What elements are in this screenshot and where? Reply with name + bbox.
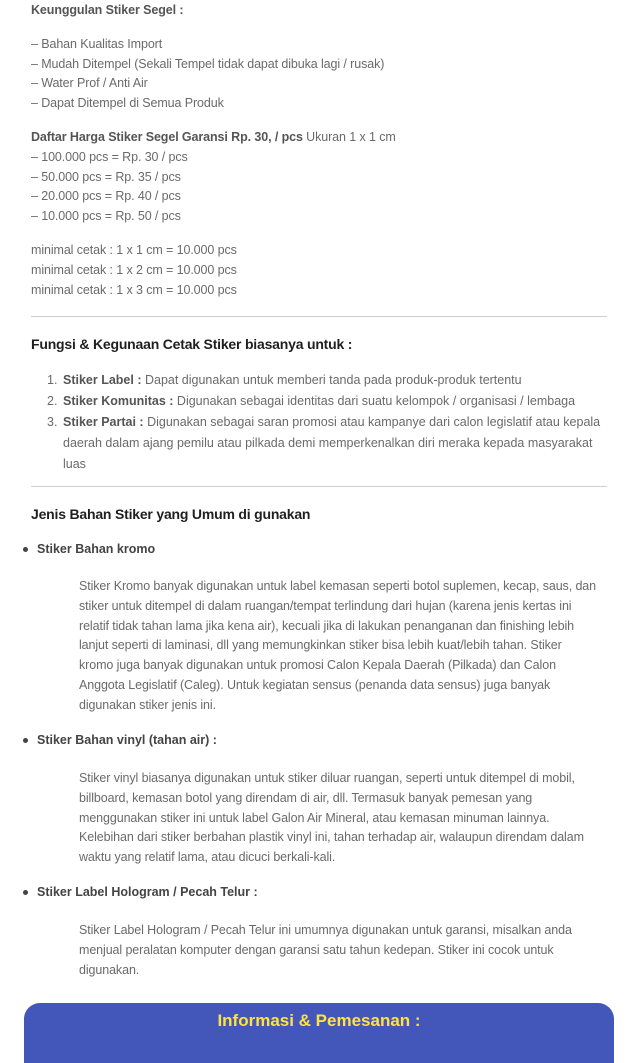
harga-item: – 20.000 pcs = Rp. 40 / pcs	[31, 189, 181, 203]
harga-title-bold: Daftar Harga Stiker Segel Garansi Rp. 30, / pcs	[31, 130, 303, 144]
keunggulan-item: – Bahan Kualitas Import	[31, 37, 163, 51]
minimal-cetak: minimal cetak : 1 x 3 cm = 10.000 pcs	[31, 283, 237, 297]
text-line: waktu yang relatif lama, atau dicuci berkali-kali.	[79, 850, 336, 865]
bullet-item-description	[79, 577, 609, 716]
harga-item: – 10.000 pcs = Rp. 50 / pcs	[31, 209, 181, 223]
list-item-label: Stiker Partai :	[63, 415, 144, 429]
text-line: lanjut seperti di laminasi, dll yang memungkinkan stiker bisa lebih kuat/lebih tahan. Stiker	[79, 638, 562, 653]
list-item	[31, 412, 603, 475]
text-line: kromo juga banyak digunakan untuk promosi Calon Kepala Daerah (Pilkada) dan Calon	[79, 658, 556, 673]
keunggulan-item: – Dapat Ditempel di Semua Produk	[31, 96, 224, 110]
text-line: Stiker Label Hologram / Pecah Telur ini umumnya digunakan untuk garansi, misalkan anda	[79, 923, 572, 937]
fungsi-list	[31, 370, 607, 475]
list-item-label: Stiker Label :	[63, 373, 142, 387]
harga-title-size: Ukuran 1 x 1 cm	[302, 130, 396, 144]
text-line: billboard, kemasan botol yang direndam di air, dll. Termasuk banyak pemesan yang	[79, 790, 533, 805]
bullet-item-title: Stiker Bahan kromo	[37, 540, 155, 559]
keunggulan-item: – Mudah Ditempel (Sekali Tempel tidak dapat dibuka lagi / rusak)	[31, 57, 385, 71]
list-item-text: Dapat digunakan untuk memberi tanda pada produk-produk tertentu	[141, 373, 522, 387]
bullet-item-description	[79, 769, 609, 868]
text-line: digunakan stiker jenis ini.	[79, 697, 216, 712]
text-line: menjual peralatan komputer dengan garansi satu tahun kedepan. Stiker ini cocok untuk	[79, 942, 554, 957]
text-line: stiker untuk ditempel di dalam ruangan/tempat terlindung dari hujan (karena jenis kertas ini	[79, 598, 572, 613]
keunggulan-title: Keunggulan Stiker Segel :	[31, 3, 184, 17]
list-item-text: Digunakan sebagai saran promosi atau kampanye dari calon legislatif atau kepala daerah dalam ajang pemilu atau pilkada demi memperkenalkan diri meraka kepada masyarakat luas	[63, 415, 601, 471]
text-line: menggunakan stiker ini untuk label Galon Air Mineral, atau kemasan minuman lainnya.	[79, 810, 550, 825]
jenis-heading: Jenis Bahan Stiker yang Umum di gunakan	[31, 506, 311, 522]
list-number: 2.	[47, 394, 58, 408]
list-item	[31, 370, 607, 391]
informasi-pemesanan-button[interactable]	[24, 1003, 614, 1063]
bullet-item-title: Stiker Bahan vinyl (tahan air) :	[37, 731, 217, 750]
harga-item: – 100.000 pcs = Rp. 30 / pcs	[31, 150, 188, 164]
list-item	[31, 391, 607, 412]
text-line: Anggota Legislatif (Caleg). Untuk kegiatan sensus (penanda data sensus) juga banyak	[79, 677, 551, 692]
bullet-item-title: Stiker Label Hologram / Pecah Telur :	[37, 883, 258, 902]
keunggulan-item: – Water Prof / Anti Air	[31, 76, 148, 90]
harga-item: – 50.000 pcs = Rp. 35 / pcs	[31, 170, 181, 184]
minimal-cetak: minimal cetak : 1 x 2 cm = 10.000 pcs	[31, 263, 237, 277]
fungsi-heading: Fungsi & Kegunaan Cetak Stiker biasanya untuk :	[31, 336, 353, 352]
minimal-cetak: minimal cetak : 1 x 1 cm = 10.000 pcs	[31, 243, 237, 257]
text-line: Kelebihan dari stiker berbahan plastik vinyl ini, tahan terhadap air, walaupun direndam dalam	[79, 830, 584, 845]
divider	[31, 316, 607, 317]
divider	[31, 486, 607, 487]
text-line: relatif tidak tahan lama jika kena air), kecuali jika di lakukan penanganan dan finishing lebih	[79, 618, 574, 633]
text-line: digunakan.	[79, 962, 140, 977]
list-item-label: Stiker Komunitas :	[63, 394, 174, 408]
text-line: Stiker vinyl biasanya digunakan untuk stiker diluar ruangan, seperti untuk ditempel di mobil,	[79, 771, 575, 785]
harga-title	[31, 128, 396, 148]
informasi-pemesanan-label: Informasi & Pemesanan :	[217, 1011, 421, 1030]
text-line: Stiker Kromo banyak digunakan untuk label kemasan seperti botol suplemen, kecap, saus, dan	[79, 579, 597, 593]
bullet-item-description	[79, 921, 609, 980]
list-number: 1.	[47, 373, 58, 387]
list-item-text: Digunakan sebagai identitas dari suatu kelompok / organisasi / lembaga	[173, 394, 576, 408]
list-number: 3.	[47, 415, 58, 429]
